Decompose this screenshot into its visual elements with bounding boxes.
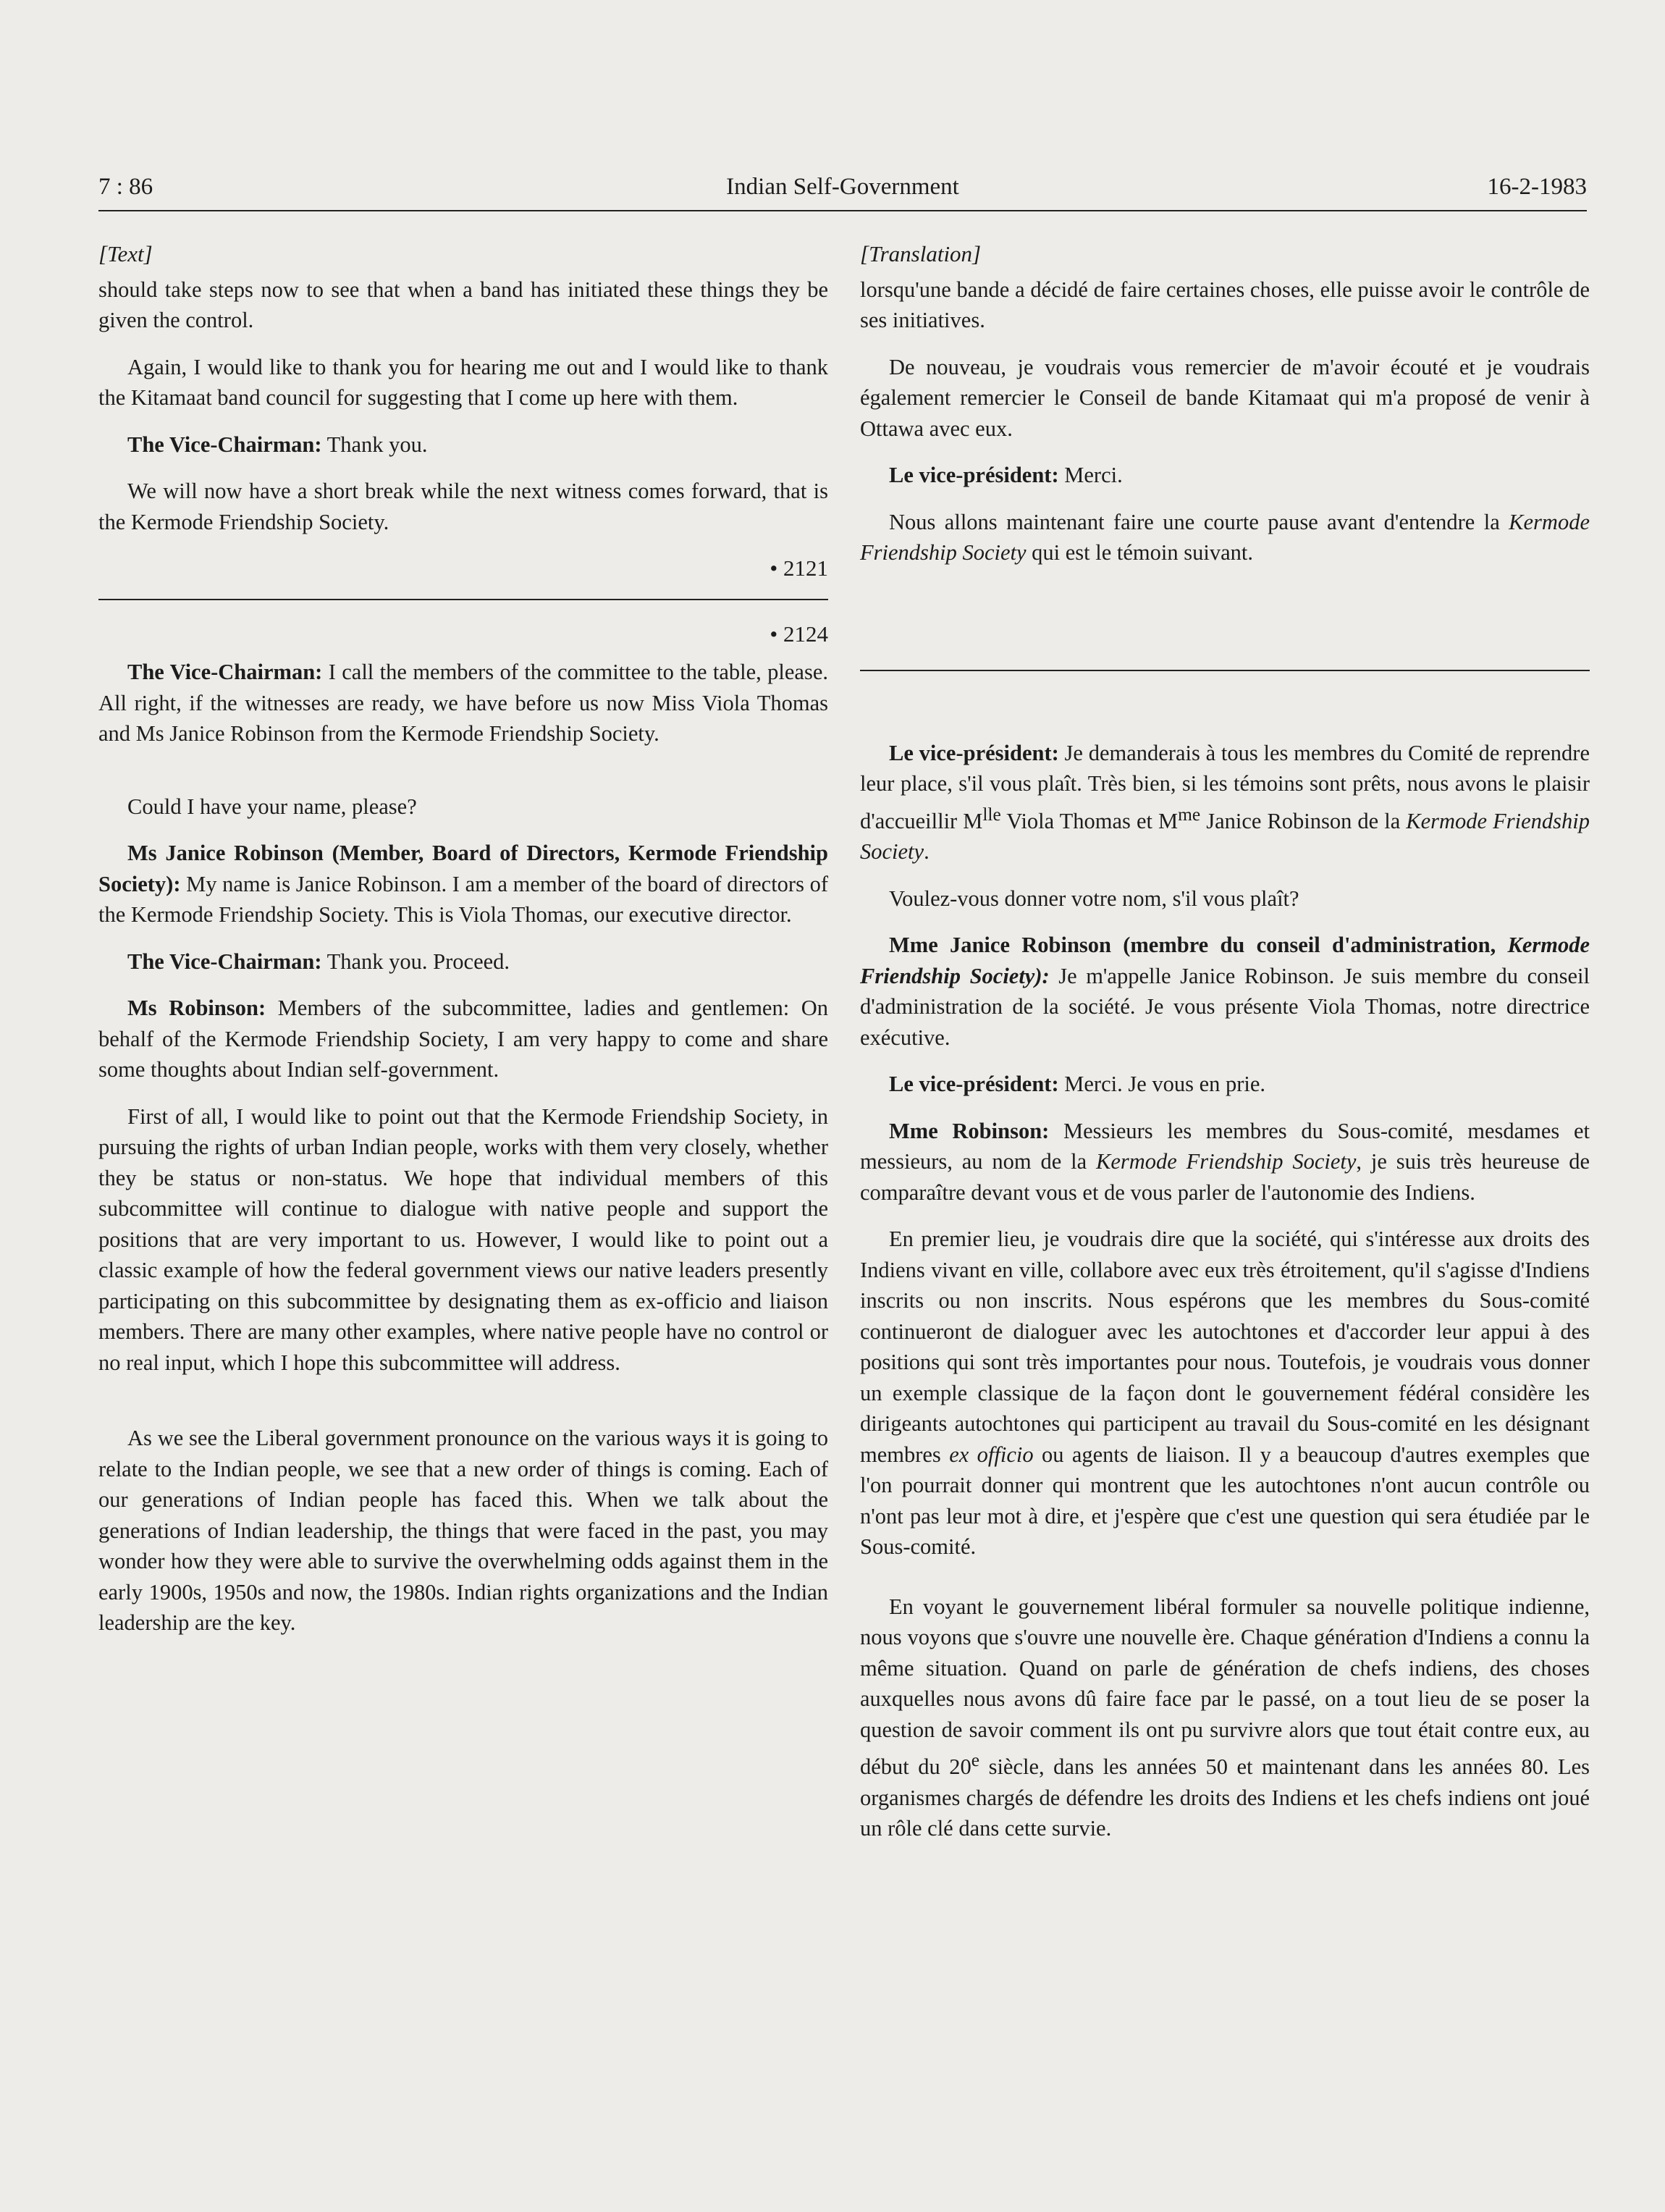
- text-run: Nous allons maintenant faire une courte pause avant d'entendre la: [889, 509, 1509, 534]
- paragraph: We will now have a short break while the next witness comes forward, that is the Kermode Friendship Society.: [98, 479, 828, 534]
- text-tag: [Text]: [98, 241, 153, 266]
- translation-tag: [Translation]: [860, 241, 982, 266]
- speaker-name: Ms Robinson:: [127, 996, 266, 1020]
- speaker-paragraph: [860, 1116, 1590, 1208]
- text-run: qui est le témoin suivant.: [1026, 540, 1253, 565]
- page-number: 7 : 86: [98, 174, 153, 200]
- speaker-name: Mme Janice Robinson (membre du conseil d'administration,: [889, 933, 1508, 958]
- text-run: ou agents de liaison. Il y a beaucoup d'autres exemples que l'on pourrait donner qui montrent que les autochtones n'ont aucun contrôle ou n'ont pas leur mot à dire, et j'espère que c'est une question qui sera étudiée par le Sous-comité.: [860, 1442, 1590, 1560]
- speech-text: Viola Thomas et M: [1000, 808, 1179, 833]
- paragraph: De nouveau, je voudrais vous remercier de m'avoir écouté et je voudrais également remercier le Conseil de bande Kitamaat qui m'a proposé de venir à Ottawa avec eux.: [860, 354, 1590, 441]
- speaker-name: The Vice-Chairman:: [127, 949, 322, 974]
- text-run: siècle, dans les années 50 et maintenant dans les années 80. Les organismes chargés de défendre les droits des Indiens et les chefs indiens ont joué un rôle clé dans cette survie.: [860, 1754, 1590, 1841]
- paragraph: should take steps now to see that when a band has initiated these things they be given the control.: [98, 277, 828, 332]
- paragraph: lorsqu'une bande a décidé de faire certaines choses, elle puisse avoir le contrôle de ses initiatives.: [860, 277, 1590, 332]
- paragraph: Again, I would like to thank you for hearing me out and I would like to thank the Kitamaat band council for suggesting that I come up here with them.: [98, 354, 828, 410]
- speech-text: Members of the subcommittee, ladies and gentlemen: On behalf of the Kermode Friendship Society, I am very happy to come and share some thoughts about Indian self-government.: [98, 996, 828, 1082]
- speech-text: Thank you. Proceed.: [321, 949, 510, 974]
- speaker-name: Mme Robinson:: [889, 1118, 1050, 1143]
- speech-text: Je demanderais à tous les membres du Comité de reprendre leur place, s'il vous plaît. Très bien, si les témoins sont prêts, nous avons le plaisir d'accueillir M: [860, 740, 1590, 833]
- latin-term: ex officio: [949, 1442, 1034, 1467]
- paragraph: First of all, I would like to point out that the Kermode Friendship Society, in pursuing the rights of urban Indian people, works with them very closely, whether they be status or non-status. We hope that individual members of this subcommittee will continue to dialogue with native people and support the positions that are very important to us. However, I would like to point out a classic example of how the federal government views our native leaders presently participating on this subcommittee by designating them as ex-officio and liaison members. There are many other examples, where native people have no control or no real input, which I hope this subcommittee will address.: [98, 1103, 828, 1375]
- speaker-name: Le vice-président:: [889, 463, 1059, 487]
- organization-name: Kermode Friendship Society: [860, 509, 1590, 565]
- time-marker: • 2124: [770, 621, 828, 647]
- speech-text: Merci. Je vous en prie.: [1058, 1072, 1266, 1097]
- english-column: [98, 239, 828, 1654]
- paragraph: Voulez-vous donner votre nom, s'il vous plaît?: [889, 886, 1299, 911]
- speech-text: Janice Robinson de la: [1200, 808, 1407, 833]
- speaker-paragraph: [98, 946, 828, 977]
- superscript: me: [1178, 804, 1201, 825]
- header-date: 16-2-1983: [1487, 174, 1587, 200]
- speaker-name: Le vice-président:: [889, 1072, 1059, 1097]
- speech-text: .: [924, 839, 930, 865]
- speech-text: Merci.: [1058, 463, 1123, 487]
- paragraph: [860, 507, 1590, 568]
- speaker-name: The Vice-Chairman:: [127, 660, 323, 684]
- speaker-paragraph: [98, 657, 828, 749]
- paragraph: Could I have your name, please?: [127, 794, 417, 819]
- speech-text: , je suis très heureuse de comparaître devant vous et de vous parler de l'autonomie des Indiens.: [860, 1149, 1590, 1205]
- speech-text: Thank you.: [321, 432, 428, 457]
- speaker-paragraph: [98, 838, 828, 930]
- paragraph: [860, 1224, 1590, 1563]
- superscript: e: [971, 1750, 980, 1771]
- page-header: [98, 168, 1587, 209]
- organization-name: Kermode Friendship Society: [860, 808, 1590, 865]
- speech-text: My name is Janice Robinson. I am a member of the board of directors of the Kermode Friendship Society. This is Viola Thomas, our executive director.: [98, 871, 828, 927]
- speaker-paragraph: [860, 460, 1590, 491]
- header-rule: [98, 210, 1587, 211]
- text-run: En premier lieu, je voudrais dire que la société, qui s'intéresse aux droits des Indiens vivant en ville, collabore avec eux très étroitement, qu'il s'agisse d'Indiens inscrits ou non inscrits. Nous espérons que les membres du Sous-comité continueront de dialoguer avec les autochtones et d'accorder leur appui à des positions qui sont très importantes pour nous. Toutefois, je voudrais vous donner un exemple classique de la façon dont le gouvernement fédéral considère les dirigeants autochtones qui participent au travail du Sous-comité en les désignant membres: [860, 1227, 1590, 1467]
- speaker-paragraph: [860, 930, 1590, 1053]
- running-title: Indian Self-Government: [726, 174, 959, 200]
- paragraph: As we see the Liberal government pronounce on the various ways it is going to relate to the Indian people, we see that a new order of things is coming. Each of our generations of Indian people has faced this. When we talk about the generations of Indian leadership, the things that were faced in the past, you may wonder how they were able to survive the overwhelming odds against them in the early 1900s, 1950s and now, the 1980s. Indian rights organizations and the Indian leadership are the key.: [98, 1426, 828, 1635]
- speaker-name: The Vice-Chairman:: [127, 432, 322, 457]
- section-divider: [98, 599, 828, 600]
- speaker-organization: Kermode Friendship Society):: [860, 933, 1590, 988]
- speech-text: Messieurs les membres du Sous-comité, mesdames et messieurs, au nom de la: [860, 1118, 1590, 1174]
- speech-text: Je m'appelle Janice Robinson. Je suis membre du conseil d'administration de la société. Je vous présente Viola Thomas, notre directrice exécutive.: [860, 963, 1590, 1050]
- speaker-name: Le vice-président:: [889, 740, 1059, 765]
- organization-name: Kermode Friendship Society: [1095, 1149, 1357, 1174]
- speaker-paragraph: [98, 429, 828, 461]
- speaker-paragraph: [98, 993, 828, 1085]
- speaker-name: Ms Janice Robinson (Member, Board of Directors, Kermode Friendship Society):: [98, 841, 828, 896]
- text-run: En voyant le gouvernement libéral formuler sa nouvelle politique indienne, nous voyons que s'ouvre une nouvelle ère. Chaque génération d'Indiens a connu la même situation. Quand on parle de génération de chefs indiens, des choses auxquelles nous avons dû faire face par le passé, on a tout lieu de se poser la question de savoir comment ils ont pu survivre alors que tout était contre eux, au début du 20: [860, 1594, 1590, 1780]
- speech-text: I call the members of the committee to the table, please. All right, if the witnesses are ready, we have before us now Miss Viola Thomas and Ms Janice Robinson from the Kermode Friendship Society.: [98, 660, 828, 746]
- superscript: lle: [982, 804, 1001, 825]
- paragraph: [860, 1591, 1590, 1844]
- time-marker: • 2121: [770, 555, 828, 581]
- speaker-paragraph: [860, 1069, 1590, 1100]
- speaker-paragraph: [860, 738, 1590, 867]
- french-column: [860, 239, 1590, 1860]
